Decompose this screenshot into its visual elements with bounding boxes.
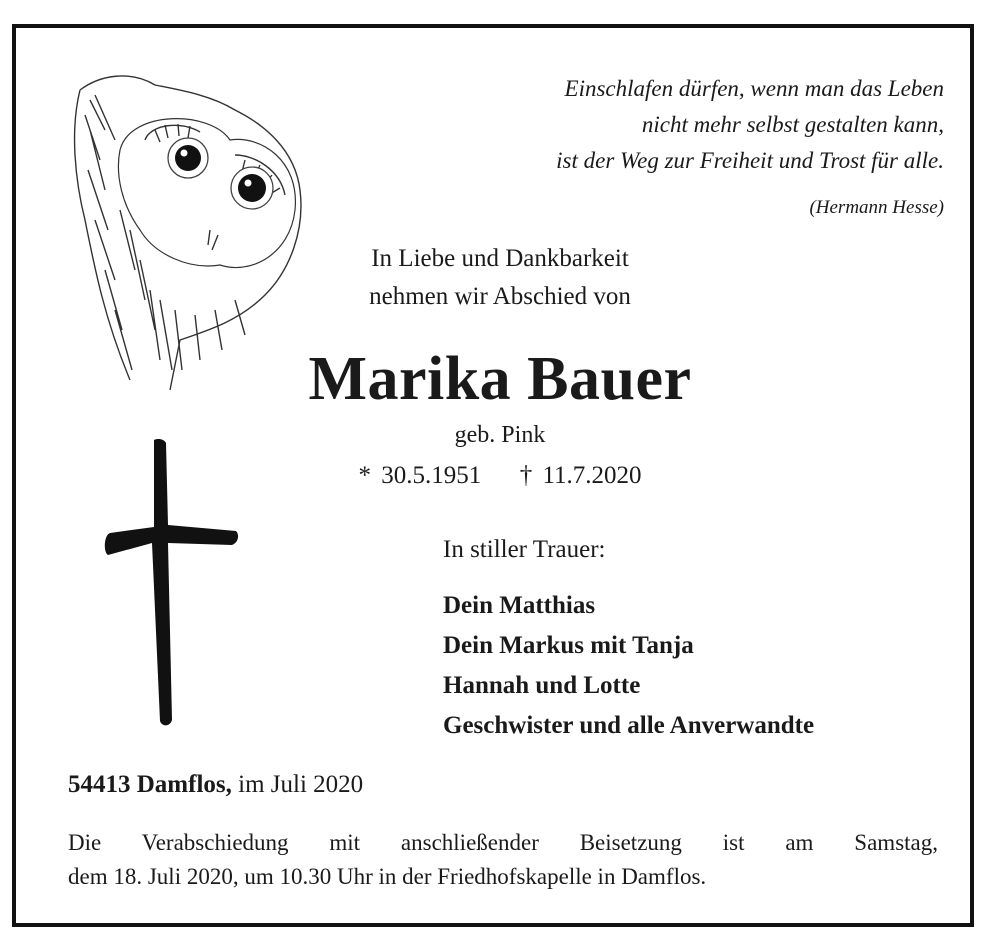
place-month: im Juli 2020 bbox=[238, 771, 364, 798]
quote-author: (Hermann Hesse) bbox=[809, 197, 944, 218]
place-date bbox=[68, 767, 363, 803]
cross-icon bbox=[102, 435, 242, 730]
mourners-list bbox=[443, 586, 814, 746]
intro-line: In Liebe und Dankbarkeit bbox=[371, 245, 629, 272]
quote-line: ist der Weg zur Freiheit und Trost für alle. bbox=[556, 148, 944, 173]
notice-line: dem 18. Juli 2020, um 10.30 Uhr in der Friedhofskapelle in Damflos. bbox=[68, 864, 707, 889]
place-location: 54413 Damflos, bbox=[68, 771, 232, 798]
hesse-quote bbox=[344, 71, 944, 179]
mourner-name: Geschwister und alle Anverwandte bbox=[443, 712, 815, 739]
birth-date: * 30.5.1951 bbox=[358, 462, 482, 489]
mourner-name: Dein Matthias bbox=[443, 592, 596, 619]
intro-text bbox=[250, 240, 750, 316]
funeral-notice bbox=[68, 826, 938, 894]
deceased-name: Marika Bauer bbox=[308, 345, 692, 413]
notice-line: Die Verabschiedung mit anschließender Beisetzung ist am Samstag, bbox=[68, 830, 938, 855]
mourner-name: Dein Markus mit Tanja bbox=[443, 632, 694, 659]
quote-line: Einschlafen dürfen, wenn man das Leben bbox=[564, 76, 944, 101]
mourner-name: Hannah und Lotte bbox=[443, 672, 641, 699]
quote-line: nicht mehr selbst gestalten kann, bbox=[641, 112, 944, 137]
birth-name: geb. Pink bbox=[454, 422, 546, 448]
mourning-heading: In stiller Trauer: bbox=[443, 536, 606, 563]
life-dates bbox=[250, 458, 750, 494]
death-date: † 11.7.2020 bbox=[519, 462, 642, 489]
intro-line: nehmen wir Abschied von bbox=[369, 283, 631, 310]
